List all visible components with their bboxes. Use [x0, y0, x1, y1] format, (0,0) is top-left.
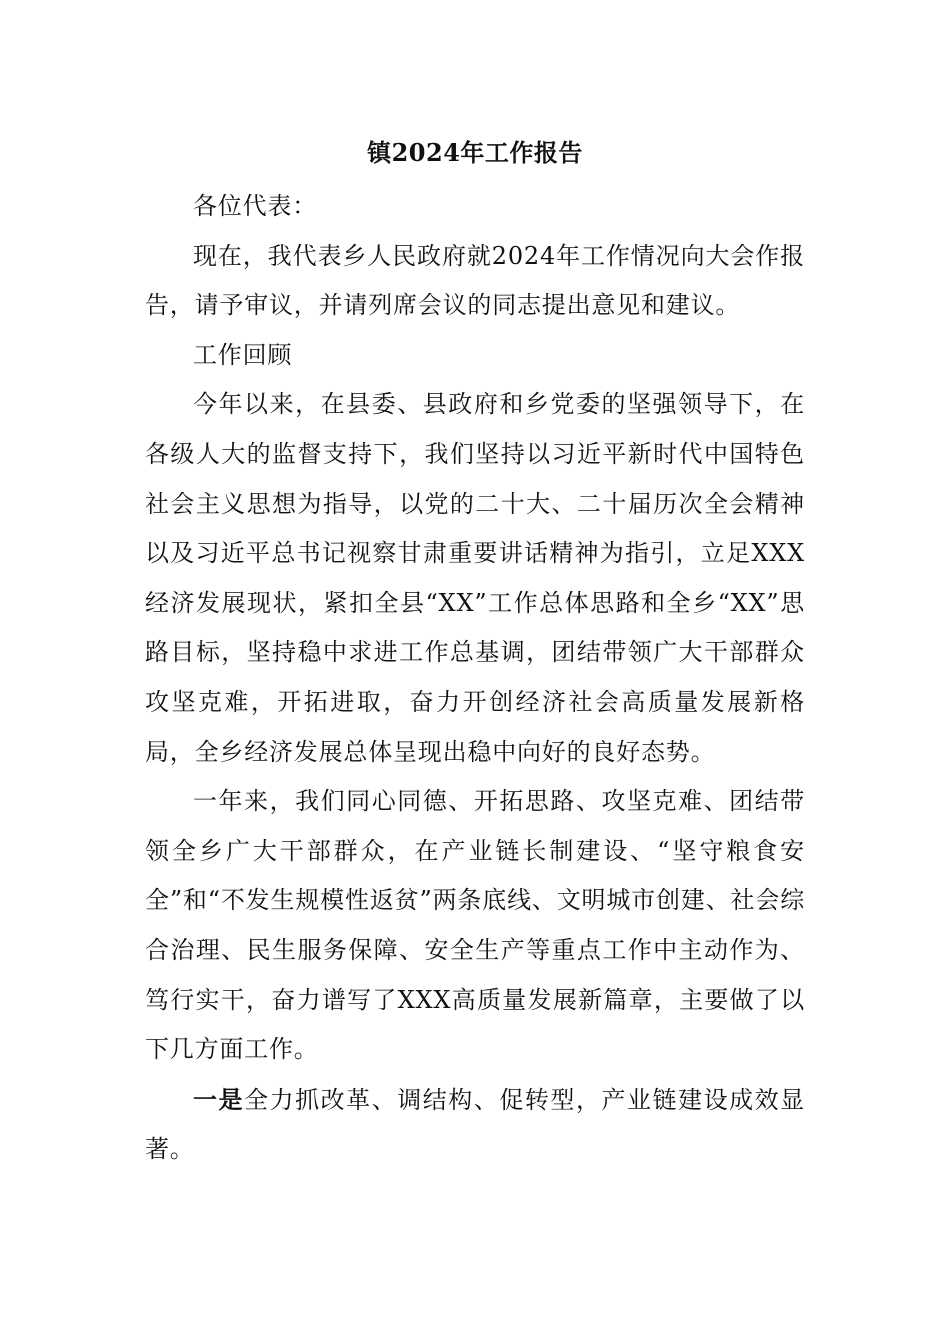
- intro-paragraph: 现在，我代表乡人民政府就2024年工作情况向大会作报告，请予审议，并请列席会议的同志提出意见和建议。: [145, 241, 805, 320]
- document-body: [145, 132, 805, 1175]
- point-1-paragraph: [145, 1075, 805, 1175]
- point-1-text: 全力抓改革、调结构、促转型，产业链建设成效显著。: [145, 1085, 805, 1164]
- point-1-lead: 一是: [193, 1084, 245, 1114]
- salutation: 各位代表：: [193, 192, 317, 220]
- work-review-paragraph-1: 今年以来，在县委、县政府和乡党委的坚强领导下，在各级人大的监督支持下，我们坚持以习近平新时代中国特色社会主义思想为指导，以党的二十大、二十届历次全会精神以及习近平总书记视察甘肃重要讲话精神为指引，立足XXX经济发展现状，紧扣全县“XX”工作总体思路和全乡“XX”思路目标，坚持稳中求进工作总基调，团结带领广大干部群众攻坚克难，开拓进取，奋力开创经济社会高质量发展新格局，全乡经济发展总体呈现出稳中向好的良好态势。: [145, 390, 805, 766]
- section-heading: 工作回顾: [193, 340, 293, 369]
- document-title: 镇2024年工作报告: [367, 138, 583, 167]
- work-review-paragraph-2: 一年来，我们同心同德、开拓思路、攻坚克难、团结带领全乡广大干部群众，在产业链长制建设、“坚守粮食安全”和“不发生规模性返贫”两条底线、文明城市创建、社会综合治理、民生服务保障、安全生产等重点工作中主动作为、笃行实干，奋力谱写了XXX高质量发展新篇章，主要做了以下几方面工作。: [145, 787, 805, 1064]
